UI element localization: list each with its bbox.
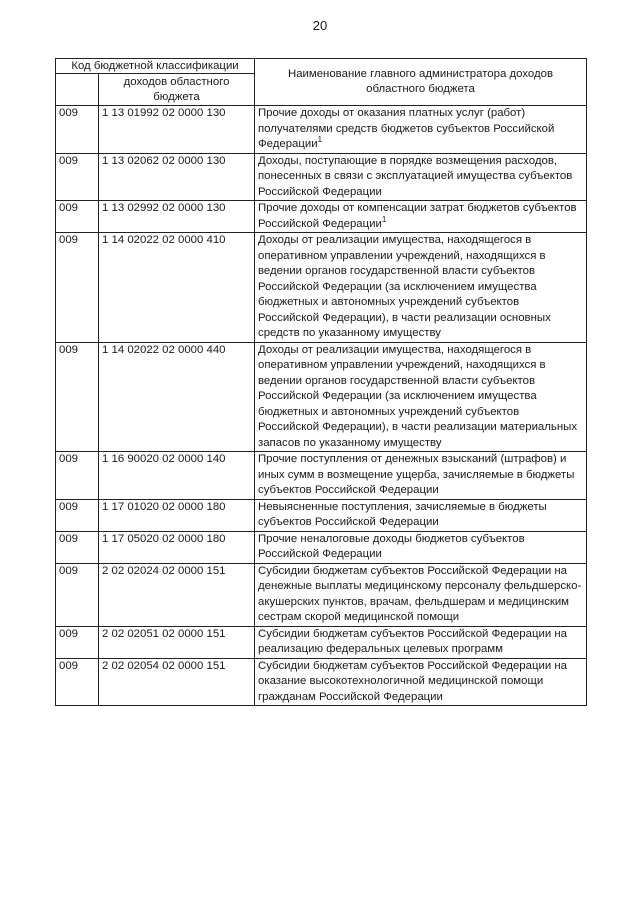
table-row xyxy=(56,499,587,531)
income-code-cell: 2 02 02054 02 0000 151 xyxy=(99,658,255,706)
income-name-text: Прочие доходы от оказания платных услуг (работ) получателями средств бюджетов субъектов Российской Федерации xyxy=(258,107,555,150)
footnote-marker: 1 xyxy=(317,135,323,145)
income-name-cell xyxy=(255,658,587,706)
income-name-text: Субсидии бюджетам субъектов Российской Федерации на денежные выплаты медицинскому персоналу фельдшерско-акушерских пунктов, врачам, фельдшерам и медицинским сестрам скорой медицинской помощи xyxy=(258,564,582,623)
page-number: 20 xyxy=(312,18,328,33)
income-name-text: Доходы, поступающие в порядке возмещения расходов, понесенных в связи с эксплуатацией имущества субъектов Российской Федерации xyxy=(258,154,573,198)
header-classification-code: Код бюджетной классификации xyxy=(56,59,255,74)
admin-code-cell: 009 xyxy=(56,153,99,201)
income-code-cell: 1 13 01992 02 0000 130 xyxy=(99,106,255,154)
income-name-text: Субсидии бюджетам субъектов Российской Федерации на реализацию федеральных целевых программ xyxy=(258,627,568,655)
income-name-cell xyxy=(255,499,587,531)
table-row xyxy=(56,452,587,500)
income-code-cell: 1 14 02022 02 0000 440 xyxy=(99,342,255,452)
income-code-cell: 1 17 05020 02 0000 180 xyxy=(99,531,255,563)
income-name-text: Субсидии бюджетам субъектов Российской Федерации на оказание высокотехнологичной медицинской помощи гражданам Российской Федерации xyxy=(258,659,568,703)
footnote-marker: 1 xyxy=(381,214,387,224)
income-name-cell xyxy=(255,452,587,500)
income-name-text: Прочие поступления от денежных взысканий (штрафов) и иных сумм в возмещение ущерба, зачисляемые в бюджеты субъектов Российской Федерации xyxy=(258,453,575,496)
table-row xyxy=(56,531,587,563)
income-name-text: Невыясненные поступления, зачисляемые в бюджеты субъектов Российской Федерации xyxy=(258,500,547,528)
admin-code-cell: 009 xyxy=(56,531,99,563)
income-name-text: Прочие доходы от компенсации затрат бюджетов субъектов Российской Федерации xyxy=(258,202,577,230)
admin-code-cell: 009 xyxy=(56,201,99,233)
admin-code-cell: 009 xyxy=(56,626,99,658)
admin-code-cell: 009 xyxy=(56,342,99,452)
income-name-cell xyxy=(255,106,587,154)
table-row xyxy=(56,233,587,343)
admin-code-cell: 009 xyxy=(56,233,99,343)
table-row xyxy=(56,342,587,452)
table-row xyxy=(56,563,587,626)
income-name-cell xyxy=(255,201,587,233)
income-name-cell xyxy=(255,563,587,626)
income-code-cell: 2 02 02024 02 0000 151 xyxy=(99,563,255,626)
income-code-cell: 2 02 02051 02 0000 151 xyxy=(99,626,255,658)
table-row xyxy=(56,106,587,154)
income-name-cell xyxy=(255,153,587,201)
revenue-classification-table xyxy=(55,58,587,706)
header-administrator-name: Наименование главного администратора доходов областного бюджета xyxy=(255,59,587,106)
table-body xyxy=(56,106,587,706)
admin-code-cell: 009 xyxy=(56,658,99,706)
income-name-text: Прочие неналоговые доходы бюджетов субъектов Российской Федерации xyxy=(258,532,525,560)
income-code-cell: 1 17 01020 02 0000 180 xyxy=(99,499,255,531)
income-name-cell xyxy=(255,342,587,452)
income-code-cell: 1 16 90020 02 0000 140 xyxy=(99,452,255,500)
admin-code-cell: 009 xyxy=(56,452,99,500)
income-code-cell: 1 13 02992 02 0000 130 xyxy=(99,201,255,233)
header-income-code: доходов областного бюджета xyxy=(99,74,255,106)
income-code-cell: 1 13 02062 02 0000 130 xyxy=(99,153,255,201)
admin-code-cell: 009 xyxy=(56,499,99,531)
table-row xyxy=(56,201,587,233)
admin-code-cell: 009 xyxy=(56,106,99,154)
table-row xyxy=(56,153,587,201)
income-name-text: Доходы от реализации имущества, находящегося в оперативном управлении учреждений, находящихся в ведении органов государственной власти субъектов Российской Федерации (за исключением имущества бюджетных и автономных учреждений субъектов Российской Федерации), в части реализации основных средств по указанному имуществу xyxy=(258,234,551,339)
income-name-cell xyxy=(255,626,587,658)
table-row xyxy=(56,658,587,706)
income-name-cell xyxy=(255,233,587,343)
admin-code-cell: 009 xyxy=(56,563,99,626)
income-name-cell xyxy=(255,531,587,563)
income-code-cell: 1 14 02022 02 0000 410 xyxy=(99,233,255,343)
income-name-text: Доходы от реализации имущества, находящегося в оперативном управлении учреждений, находящихся в ведении органов государственной власти субъектов Российской Федерации (за исключением имущества бюджетных и автономных учреждений субъектов Российской Федерации), в части реализации материальных запасов по указанному имуществу xyxy=(258,343,578,449)
table-row xyxy=(56,626,587,658)
header-admin-code xyxy=(56,74,99,106)
